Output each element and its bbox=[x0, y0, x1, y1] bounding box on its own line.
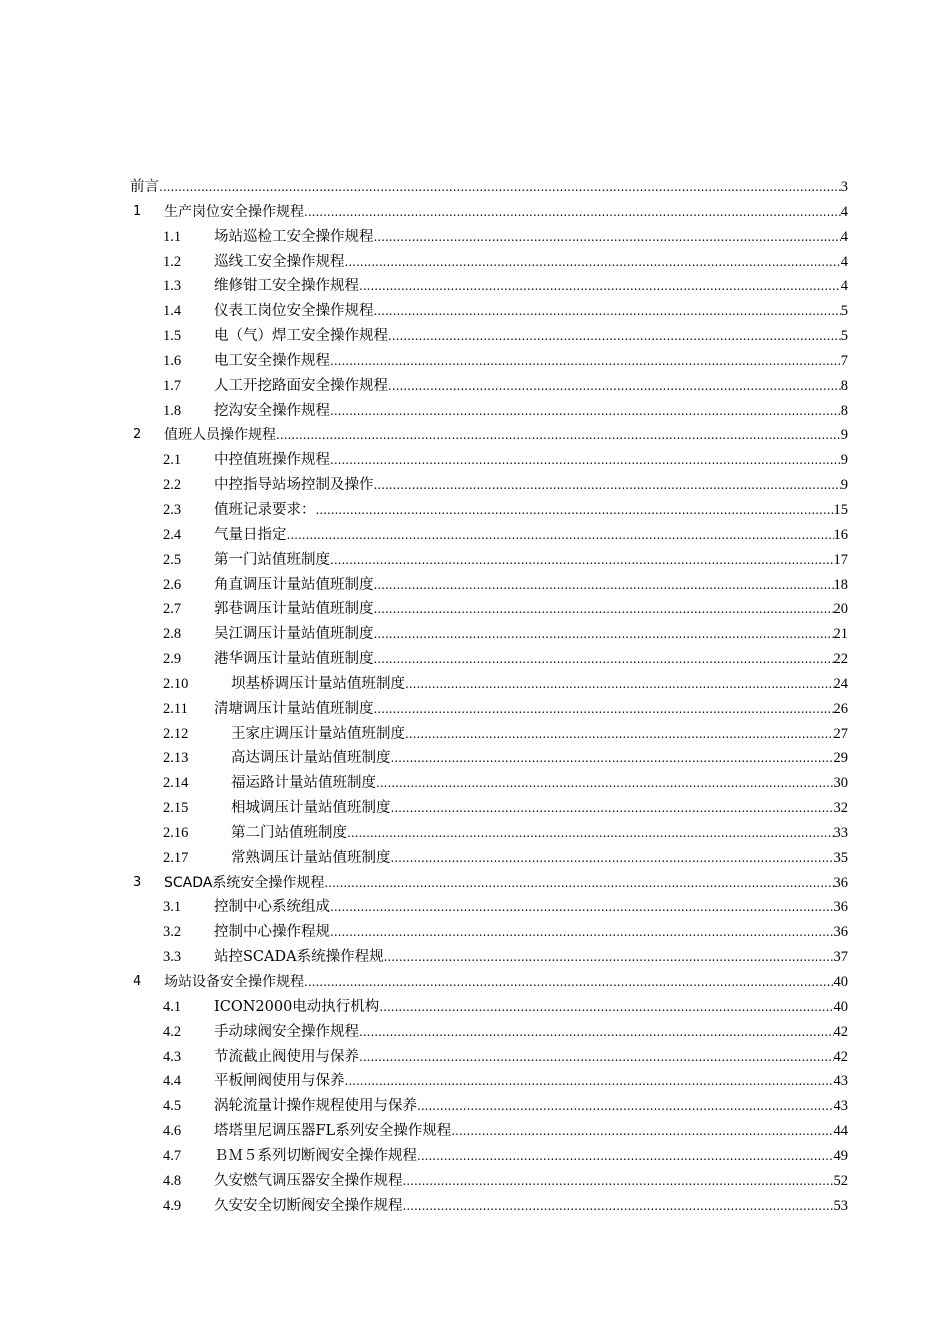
toc-entry-title: 仪表工岗位安全操作规程 bbox=[214, 303, 374, 320]
toc-entry[interactable] bbox=[130, 697, 848, 722]
toc-entry[interactable] bbox=[130, 423, 848, 448]
toc-entry-title: 前言 bbox=[130, 179, 159, 195]
toc-entry-line bbox=[231, 672, 848, 697]
toc-entry[interactable] bbox=[130, 1119, 848, 1144]
toc-entry-page-number: 36 bbox=[833, 874, 848, 891]
toc-dot-leader bbox=[304, 970, 834, 995]
toc-entry-number: 4.6 bbox=[163, 1123, 182, 1140]
toc-entry-number: 2.9 bbox=[163, 651, 182, 668]
toc-entry-title: 吴江调压计量站值班制度 bbox=[214, 626, 374, 643]
toc-entry[interactable] bbox=[130, 250, 848, 275]
toc-entry-number: 2.8 bbox=[163, 626, 182, 643]
toc-entry-line bbox=[214, 945, 848, 970]
toc-entry-number: 2.6 bbox=[163, 576, 182, 593]
toc-entry-number: 4.4 bbox=[163, 1073, 182, 1090]
toc-entry-number: 2.3 bbox=[163, 501, 182, 518]
toc-entry-page-number: 27 bbox=[833, 725, 848, 742]
toc-entry-title: 节流截止阀使用与保养 bbox=[214, 1048, 359, 1065]
toc-entry-title: 王家庄调压计量站值班制度 bbox=[231, 725, 405, 742]
toc-entry-title: 第一门站值班制度 bbox=[214, 551, 330, 568]
toc-entry-number: 2.2 bbox=[163, 477, 182, 494]
toc-entry-number: 4.2 bbox=[163, 1023, 182, 1040]
toc-entry[interactable] bbox=[130, 647, 848, 672]
toc-entry-page-number: 29 bbox=[833, 750, 848, 767]
toc-entry-number: 2.5 bbox=[163, 551, 182, 568]
toc-entry-number: 2.7 bbox=[163, 601, 182, 618]
toc-entry-title: 场站设备安全操作规程 bbox=[164, 974, 304, 990]
toc-entry-number: 3.3 bbox=[163, 949, 182, 966]
toc-entry-line bbox=[214, 448, 848, 473]
toc-entry-line bbox=[214, 920, 848, 945]
toc-entry[interactable] bbox=[130, 1144, 848, 1169]
toc-entry-title: ICON2000电动执行机构 bbox=[214, 998, 380, 1015]
toc-entry-number: 1.6 bbox=[163, 352, 182, 369]
toc-dot-leader bbox=[324, 871, 833, 896]
toc-entry-title: 郭巷调压计量站值班制度 bbox=[214, 601, 374, 618]
toc-entry-page-number: 20 bbox=[833, 601, 848, 618]
toc-dot-leader bbox=[403, 1169, 834, 1194]
toc-entry[interactable] bbox=[130, 622, 848, 647]
toc-entry-title: 第二门站值班制度 bbox=[231, 824, 347, 841]
toc-entry[interactable] bbox=[130, 672, 848, 697]
toc-entry-line bbox=[130, 175, 848, 200]
toc-dot-leader bbox=[451, 1119, 833, 1144]
toc-entry-title: 控制中心操作程规 bbox=[214, 924, 330, 941]
toc-entry-line bbox=[214, 299, 848, 324]
toc-entry-page-number: 9 bbox=[840, 452, 848, 469]
toc-entry[interactable] bbox=[130, 821, 848, 846]
toc-entry-page-number: 7 bbox=[840, 352, 848, 369]
toc-entry-title: 清塘调压计量站值班制度 bbox=[214, 700, 374, 717]
toc-entry-title: 塔塔里尼调压器FL系列安全操作规程 bbox=[214, 1123, 452, 1140]
toc-dot-leader bbox=[330, 920, 834, 945]
toc-entry[interactable] bbox=[130, 548, 848, 573]
toc-entry-number: 3 bbox=[133, 874, 142, 890]
toc-entry-number: 1.3 bbox=[163, 278, 182, 295]
toc-entry-line bbox=[214, 250, 848, 275]
toc-entry-line bbox=[164, 423, 848, 448]
toc-entry-number: 4.7 bbox=[163, 1147, 182, 1164]
toc-dot-leader bbox=[330, 448, 841, 473]
toc-dot-leader bbox=[359, 1020, 834, 1045]
toc-dot-leader bbox=[304, 200, 841, 225]
toc-dot-leader bbox=[359, 1045, 834, 1070]
toc-entry-page-number: 3 bbox=[840, 179, 848, 195]
toc-entry-line bbox=[214, 523, 848, 548]
toc-entry[interactable] bbox=[130, 597, 848, 622]
toc-entry-page-number: 9 bbox=[840, 427, 848, 444]
toc-entry-number: 3.1 bbox=[163, 899, 182, 916]
toc-entry[interactable] bbox=[130, 871, 848, 896]
toc-dot-leader bbox=[376, 771, 834, 796]
toc-entry-title: 久安燃气调压器安全操作规程 bbox=[214, 1172, 403, 1189]
toc-entry-line bbox=[231, 796, 848, 821]
toc-dot-leader bbox=[374, 299, 841, 324]
toc-entry[interactable] bbox=[130, 970, 848, 995]
toc-entry-line bbox=[214, 374, 848, 399]
toc-entry-page-number: 49 bbox=[833, 1147, 848, 1164]
toc-dot-leader bbox=[379, 995, 833, 1020]
toc-entry-page-number: 32 bbox=[833, 800, 848, 817]
toc-entry-line bbox=[231, 722, 848, 747]
toc-dot-leader bbox=[388, 324, 841, 349]
toc-entry-page-number: 4 bbox=[840, 278, 848, 295]
toc-entry-number: 1.8 bbox=[163, 402, 182, 419]
toc-entry-number: 1.2 bbox=[163, 253, 182, 270]
toc-entry-title: 角直调压计量站值班制度 bbox=[214, 576, 374, 593]
toc-entry-title: 挖沟安全操作规程 bbox=[214, 402, 330, 419]
toc-entry-page-number: 8 bbox=[840, 402, 848, 419]
toc-dot-leader bbox=[374, 647, 834, 672]
toc-entry[interactable] bbox=[130, 573, 848, 598]
toc-entry-number: 2.1 bbox=[163, 452, 182, 469]
toc-entry-title: 久安安全切断阀安全操作规程 bbox=[214, 1197, 403, 1214]
toc-entry-line bbox=[214, 548, 848, 573]
toc-dot-leader bbox=[403, 1194, 834, 1219]
toc-entry-page-number: 18 bbox=[833, 576, 848, 593]
table-of-contents bbox=[130, 175, 848, 1218]
toc-entry-title: SCADA系统安全操作规程 bbox=[164, 874, 325, 891]
toc-entry-title: 气量日指定 bbox=[214, 526, 287, 543]
toc-entry-line bbox=[214, 1069, 848, 1094]
toc-entry-title: ＢＭ５系列切断阀安全操作规程 bbox=[214, 1147, 417, 1164]
toc-entry-line bbox=[214, 1045, 848, 1070]
toc-entry-number: 1.1 bbox=[163, 228, 182, 245]
toc-entry[interactable] bbox=[130, 399, 848, 424]
toc-entry-number: 4.1 bbox=[163, 998, 182, 1015]
toc-entry-number: 1.5 bbox=[163, 328, 182, 345]
toc-entry-line bbox=[164, 970, 848, 995]
toc-entry-number: 4.5 bbox=[163, 1098, 182, 1115]
toc-entry-line bbox=[231, 846, 848, 871]
toc-dot-leader bbox=[417, 1144, 834, 1169]
toc-entry-page-number: 30 bbox=[833, 775, 848, 792]
toc-dot-leader bbox=[374, 622, 834, 647]
toc-entry[interactable] bbox=[130, 349, 848, 374]
toc-entry[interactable] bbox=[130, 722, 848, 747]
toc-entry[interactable] bbox=[130, 299, 848, 324]
toc-dot-leader bbox=[374, 473, 841, 498]
toc-dot-leader bbox=[405, 722, 834, 747]
toc-dot-leader bbox=[287, 523, 834, 548]
toc-entry-page-number: 9 bbox=[840, 477, 848, 494]
toc-entry-page-number: 8 bbox=[840, 377, 848, 394]
toc-entry-number: 4.8 bbox=[163, 1172, 182, 1189]
toc-entry[interactable] bbox=[130, 1194, 848, 1219]
toc-entry-line bbox=[214, 1020, 848, 1045]
toc-entry-line bbox=[214, 1194, 848, 1219]
toc-entry-title: 涡轮流量计操作规程使用与保养 bbox=[214, 1098, 417, 1115]
toc-dot-leader bbox=[374, 697, 834, 722]
toc-entry-line bbox=[214, 225, 848, 250]
toc-entry-page-number: 15 bbox=[833, 501, 848, 518]
toc-dot-leader bbox=[330, 548, 834, 573]
toc-entry-line bbox=[214, 597, 848, 622]
toc-entry-line bbox=[214, 1094, 848, 1119]
toc-entry[interactable] bbox=[130, 324, 848, 349]
toc-entry-line bbox=[231, 821, 848, 846]
toc-entry-title: 电（气）焊工安全操作规程 bbox=[214, 328, 388, 345]
toc-entry-title: 手动球阀安全操作规程 bbox=[214, 1023, 359, 1040]
toc-entry-page-number: 5 bbox=[840, 328, 848, 345]
toc-entry-page-number: 21 bbox=[833, 626, 848, 643]
toc-entry-title: 值班记录要求： bbox=[214, 501, 316, 518]
toc-entry-title: 电工安全操作规程 bbox=[214, 352, 330, 369]
toc-entry-page-number: 33 bbox=[833, 824, 848, 841]
toc-entry[interactable] bbox=[130, 523, 848, 548]
toc-entry[interactable] bbox=[130, 846, 848, 871]
toc-dot-leader bbox=[347, 821, 834, 846]
toc-entry-line bbox=[214, 473, 848, 498]
toc-entry-title: 平板闸阀使用与保养 bbox=[214, 1073, 345, 1090]
toc-dot-leader bbox=[391, 846, 834, 871]
toc-entry-number: 2.15 bbox=[163, 800, 189, 817]
toc-entry[interactable] bbox=[130, 1169, 848, 1194]
toc-entry[interactable] bbox=[130, 1069, 848, 1094]
toc-dot-leader bbox=[388, 374, 841, 399]
toc-entry-title: 常熟调压计量站值班制度 bbox=[231, 849, 391, 866]
toc-entry-number: 3.2 bbox=[163, 924, 182, 941]
toc-entry-line bbox=[214, 1169, 848, 1194]
toc-entry-page-number: 5 bbox=[840, 303, 848, 320]
toc-entry[interactable] bbox=[130, 498, 848, 523]
toc-dot-leader bbox=[316, 498, 834, 523]
toc-dot-leader bbox=[276, 423, 841, 448]
toc-entry-line bbox=[214, 274, 848, 299]
toc-entry-title: 站控SCADA系统操作程规 bbox=[214, 949, 384, 966]
toc-entry-line bbox=[214, 573, 848, 598]
toc-entry-title: 值班人员操作规程 bbox=[164, 427, 276, 444]
toc-entry-title: 巡线工安全操作规程 bbox=[214, 253, 345, 270]
toc-entry-number: 4.9 bbox=[163, 1197, 182, 1214]
toc-entry[interactable] bbox=[130, 746, 848, 771]
toc-entry-page-number: 35 bbox=[833, 849, 848, 866]
toc-entry-number: 4 bbox=[133, 974, 142, 989]
toc-dot-leader bbox=[374, 225, 841, 250]
toc-entry-line bbox=[214, 498, 848, 523]
toc-entry[interactable] bbox=[130, 796, 848, 821]
toc-entry-page-number: 40 bbox=[833, 974, 848, 990]
toc-entry-line bbox=[214, 324, 848, 349]
toc-entry-title: 维修钳工安全操作规程 bbox=[214, 278, 359, 295]
toc-entry-page-number: 17 bbox=[833, 551, 848, 568]
toc-entry[interactable] bbox=[130, 1045, 848, 1070]
toc-entry-line bbox=[164, 871, 848, 896]
toc-entry[interactable] bbox=[130, 995, 848, 1020]
toc-entry-page-number: 37 bbox=[833, 949, 848, 966]
toc-entry[interactable] bbox=[130, 920, 848, 945]
toc-entry-line bbox=[214, 1144, 848, 1169]
toc-entry-page-number: 36 bbox=[833, 899, 848, 916]
toc-dot-leader bbox=[391, 796, 834, 821]
toc-entry-number: 1.4 bbox=[163, 303, 182, 320]
toc-entry-page-number: 24 bbox=[833, 675, 848, 692]
toc-entry-title: 高达调压计量站值班制度 bbox=[231, 750, 391, 767]
toc-entry-page-number: 44 bbox=[833, 1123, 848, 1140]
toc-entry-line bbox=[214, 399, 848, 424]
toc-dot-leader bbox=[374, 597, 834, 622]
toc-entry-line bbox=[231, 771, 848, 796]
toc-entry-number: 2.14 bbox=[163, 775, 189, 792]
toc-entry-page-number: 40 bbox=[833, 998, 848, 1015]
toc-entry-title: 控制中心系统组成 bbox=[214, 899, 330, 916]
toc-entry-title: 人工开挖路面安全操作规程 bbox=[214, 377, 388, 394]
toc-entry-number: 1 bbox=[133, 203, 142, 219]
toc-entry-line bbox=[214, 995, 848, 1020]
toc-entry[interactable] bbox=[130, 945, 848, 970]
toc-entry-number: 1.7 bbox=[163, 377, 182, 394]
toc-entry-page-number: 36 bbox=[833, 924, 848, 941]
toc-entry-number: 2.17 bbox=[163, 849, 189, 866]
toc-entry-page-number: 43 bbox=[833, 1098, 848, 1115]
toc-entry-page-number: 42 bbox=[833, 1023, 848, 1040]
toc-entry-page-number: 4 bbox=[840, 253, 848, 270]
toc-entry-line bbox=[231, 746, 848, 771]
toc-entry[interactable] bbox=[130, 473, 848, 498]
toc-entry-number: 2 bbox=[133, 427, 142, 443]
toc-dot-leader bbox=[374, 573, 834, 598]
toc-dot-leader bbox=[159, 175, 841, 200]
toc-entry-title: 生产岗位安全操作规程 bbox=[164, 203, 304, 220]
toc-dot-leader bbox=[405, 672, 834, 697]
toc-entry-line bbox=[214, 622, 848, 647]
toc-entry-title: 相城调压计量站值班制度 bbox=[231, 800, 391, 817]
toc-entry-page-number: 22 bbox=[833, 651, 848, 668]
toc-entry[interactable] bbox=[130, 1020, 848, 1045]
toc-dot-leader bbox=[417, 1094, 834, 1119]
toc-entry-line bbox=[214, 895, 848, 920]
toc-dot-leader bbox=[330, 399, 841, 424]
toc-entry[interactable] bbox=[130, 448, 848, 473]
toc-entry-page-number: 52 bbox=[833, 1172, 848, 1189]
toc-dot-leader bbox=[391, 746, 834, 771]
toc-entry-page-number: 4 bbox=[840, 228, 848, 245]
toc-entry-title: 中控指导站场控制及操作 bbox=[214, 477, 374, 494]
toc-entry-title: 港华调压计量站值班制度 bbox=[214, 651, 374, 668]
toc-entry-line bbox=[214, 1119, 848, 1144]
toc-entry-number: 2.11 bbox=[163, 700, 188, 717]
toc-entry[interactable] bbox=[130, 200, 848, 225]
toc-entry-number: 2.4 bbox=[163, 526, 182, 543]
toc-entry-page-number: 26 bbox=[833, 700, 848, 717]
toc-entry[interactable] bbox=[130, 771, 848, 796]
toc-entry-line bbox=[214, 697, 848, 722]
toc-entry-title: 坝基桥调压计量站值班制度 bbox=[231, 675, 405, 692]
toc-entry-number: 2.10 bbox=[163, 675, 189, 692]
toc-dot-leader bbox=[330, 895, 834, 920]
toc-entry-page-number: 16 bbox=[833, 526, 848, 543]
toc-entry-number: 4.3 bbox=[163, 1048, 182, 1065]
toc-entry-title: 场站巡检工安全操作规程 bbox=[214, 228, 374, 245]
toc-entry[interactable] bbox=[130, 374, 848, 399]
toc-entry-title: 中控值班操作规程 bbox=[214, 452, 330, 469]
toc-dot-leader bbox=[384, 945, 834, 970]
toc-entry-line bbox=[214, 349, 848, 374]
toc-entry-number: 2.16 bbox=[163, 824, 189, 841]
toc-entry-line bbox=[214, 647, 848, 672]
toc-dot-leader bbox=[345, 1069, 834, 1094]
toc-entry[interactable] bbox=[130, 274, 848, 299]
toc-dot-leader bbox=[345, 250, 841, 275]
toc-entry-title: 福运路计量站值班制度 bbox=[231, 775, 376, 792]
toc-entry[interactable] bbox=[130, 895, 848, 920]
toc-entry-page-number: 42 bbox=[833, 1048, 848, 1065]
toc-dot-leader bbox=[359, 274, 841, 299]
toc-dot-leader bbox=[330, 349, 841, 374]
toc-entry-number: 2.13 bbox=[163, 750, 189, 767]
toc-entry-page-number: 43 bbox=[833, 1073, 848, 1090]
toc-entry-number: 2.12 bbox=[163, 725, 189, 742]
toc-entry-line bbox=[164, 200, 848, 225]
toc-entry[interactable] bbox=[130, 225, 848, 250]
toc-entry-page-number: 4 bbox=[840, 203, 848, 220]
toc-entry[interactable] bbox=[130, 1094, 848, 1119]
toc-entry[interactable] bbox=[130, 175, 848, 200]
toc-entry-page-number: 53 bbox=[833, 1197, 848, 1214]
